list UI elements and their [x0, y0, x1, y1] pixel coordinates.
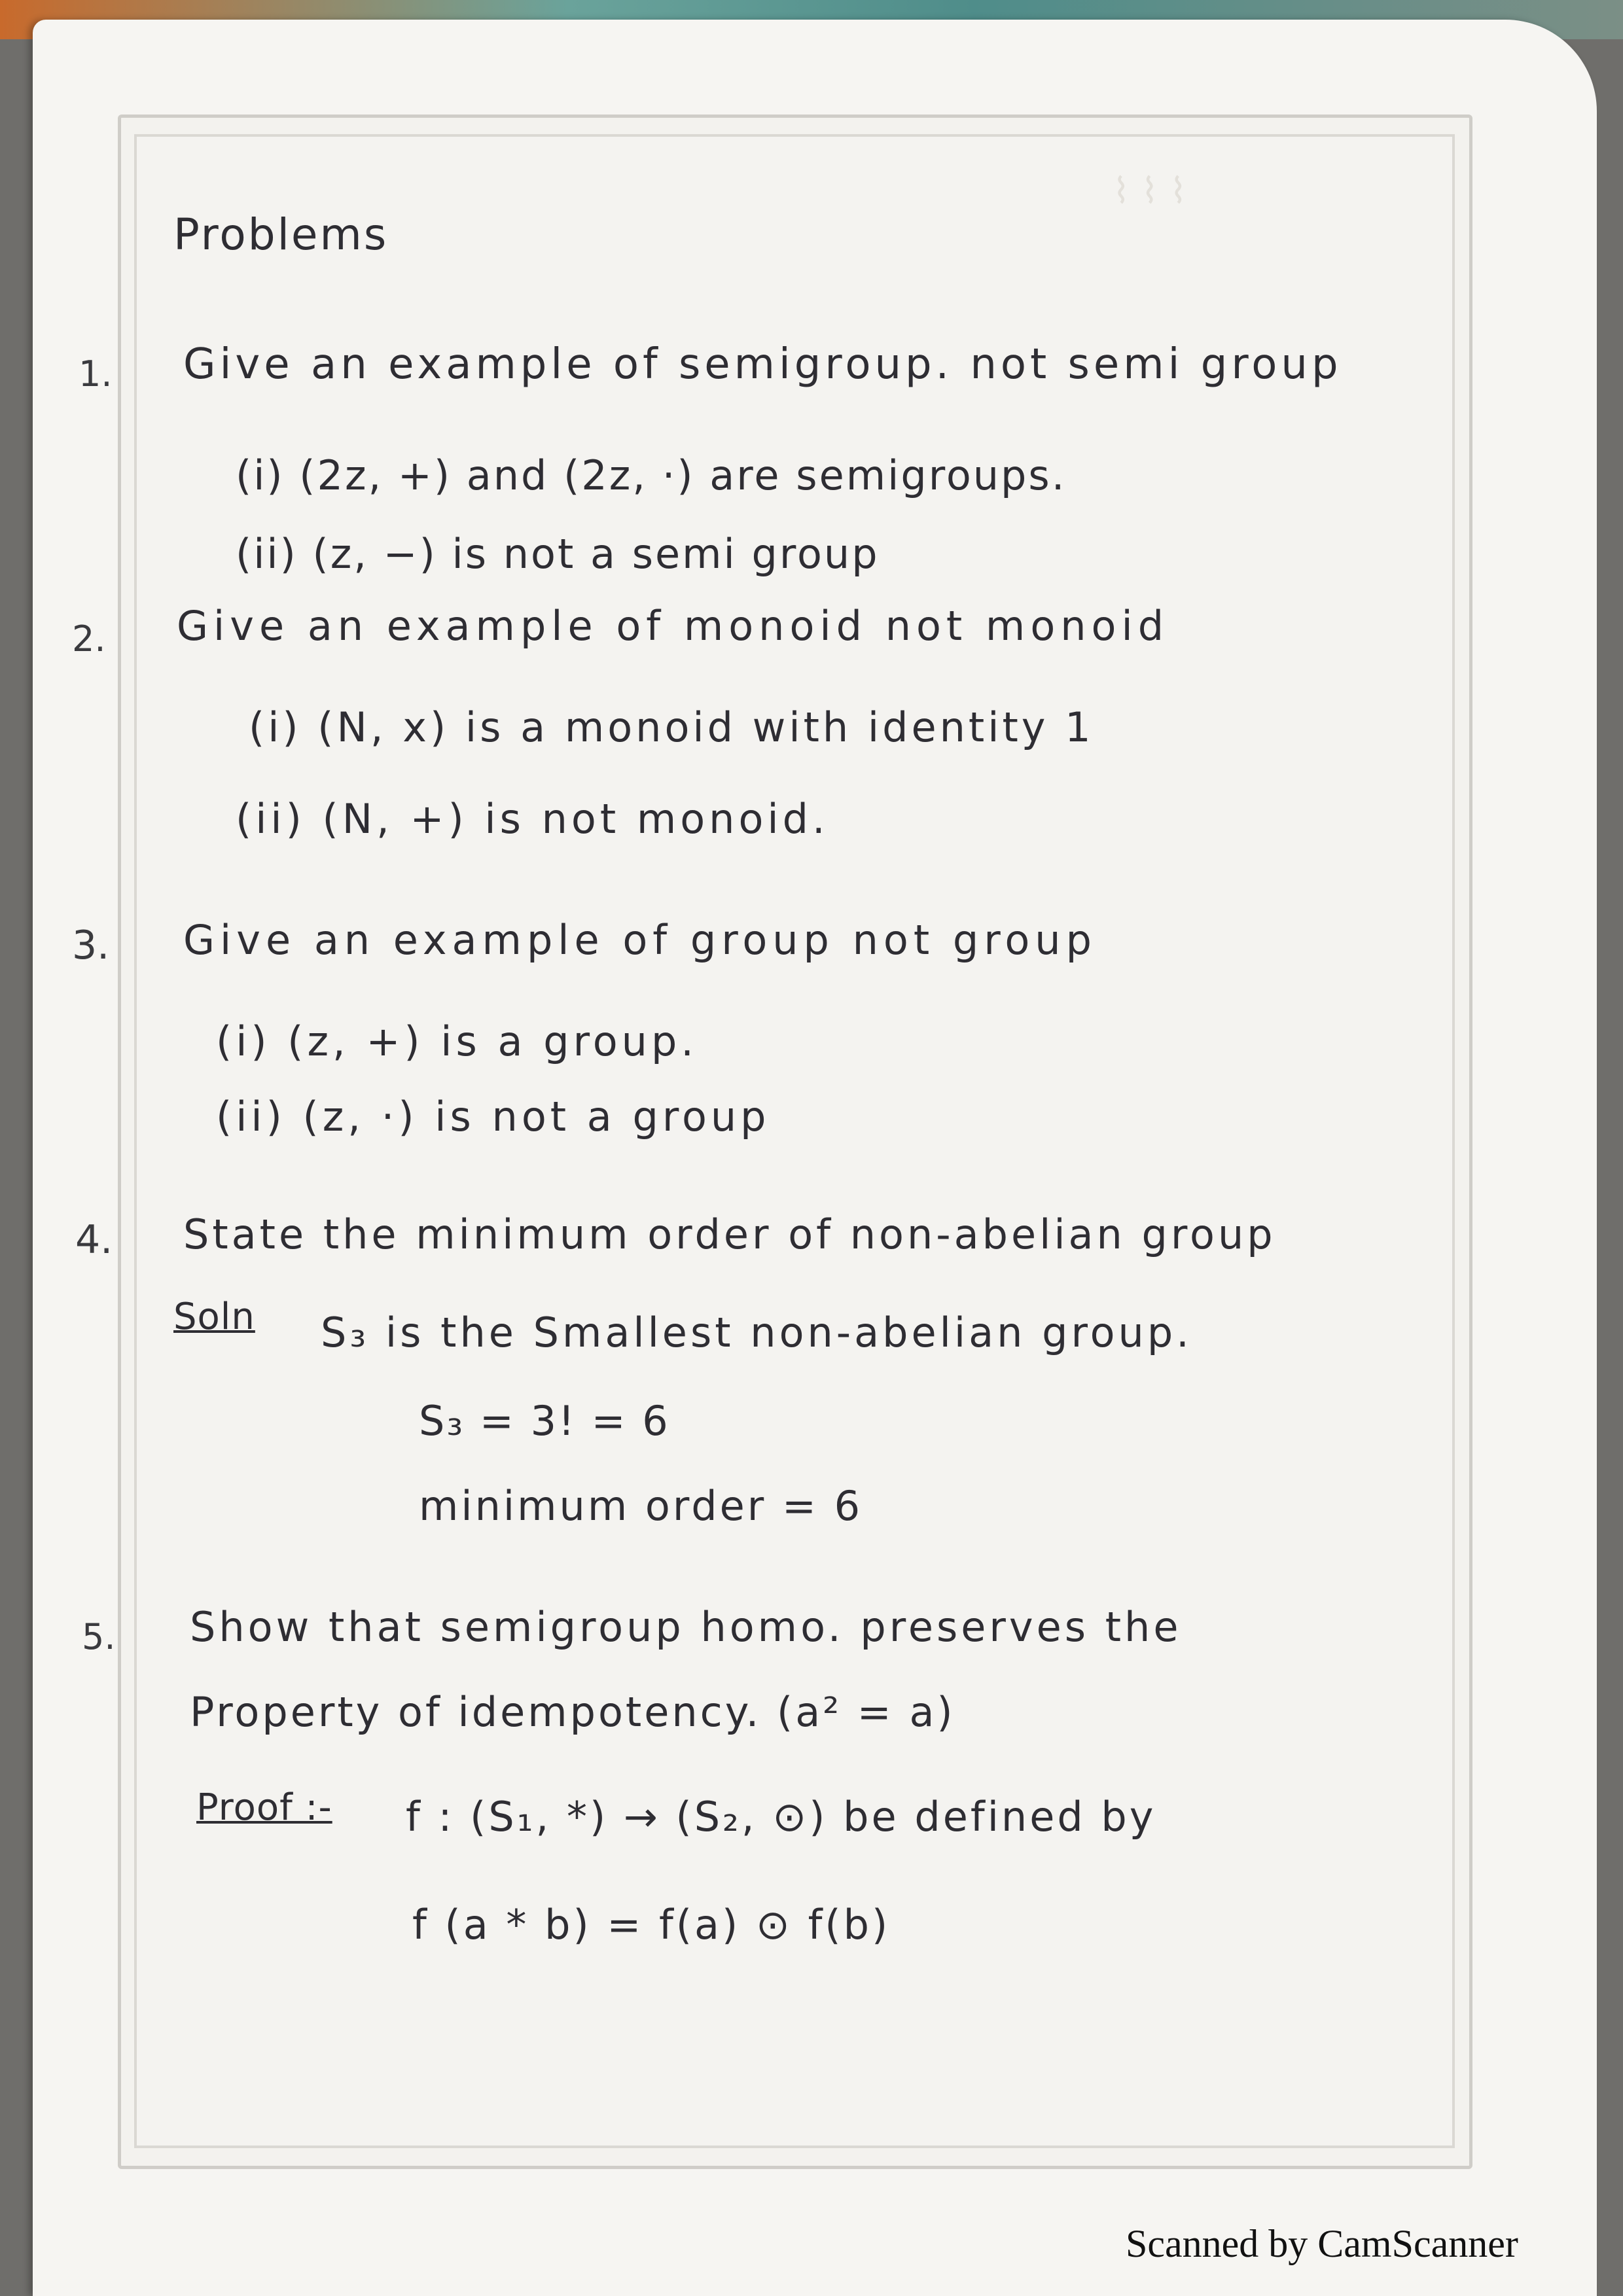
problem-3-number: 3. [72, 923, 110, 968]
problem-2-item-2: (ii) (N, +) is not monoid. [236, 795, 829, 843]
solution-line-3: minimum order = 6 [419, 1482, 863, 1530]
problem-4-number: 4. [75, 1217, 113, 1263]
solution-line-1: S₃ is the Smallest non-abelian group. [321, 1309, 1192, 1356]
solution-line-2: S₃ = 3! = 6 [419, 1397, 670, 1445]
proof-line-1: f : (S₁, *) → (S₂, ⊙) be defined by [406, 1793, 1156, 1841]
problem-2-item-1: (i) (N, x) is a monoid with identity 1 [249, 703, 1094, 751]
proof-line-2: f (a * b) = f(a) ⊙ f(b) [412, 1901, 891, 1949]
proof-label: Proof :- [196, 1786, 332, 1829]
problem-1-item-2: (ii) (z, −) is not a semi group [236, 530, 880, 578]
problem-5-question-line-2: Property of idempotency. (a² = a) [190, 1688, 955, 1736]
problem-5-number: 5. [82, 1616, 116, 1657]
problem-2-question: Give an example of monoid not monoid [177, 602, 1169, 650]
problem-4-question: State the minimum order of non-abelian group [183, 1210, 1276, 1258]
heading: Problems [173, 209, 389, 260]
problem-1-item-1: (i) (2z, +) and (2z, ·) are semigroups. [236, 451, 1067, 499]
problem-3-item-1: (i) (z, +) is a group. [216, 1017, 698, 1065]
scanner-watermark: Scanned by CamScanner [1126, 2222, 1518, 2265]
page-border-inner [134, 134, 1455, 2148]
solution-label: Soln [173, 1296, 255, 1338]
problem-5-question-line-1: Show that semigroup homo. preserves the [190, 1603, 1182, 1651]
bleed-through-texture: ⌇ ⌇ ⌇ [1113, 170, 1187, 211]
problem-1-number: 1. [79, 353, 113, 395]
problem-2-number: 2. [72, 618, 106, 660]
problem-3-item-2: (ii) (z, ·) is not a group [216, 1093, 770, 1140]
problem-1-question: Give an example of semigroup. not semi group [183, 340, 1342, 389]
problem-3-question: Give an example of group not group [183, 916, 1097, 964]
